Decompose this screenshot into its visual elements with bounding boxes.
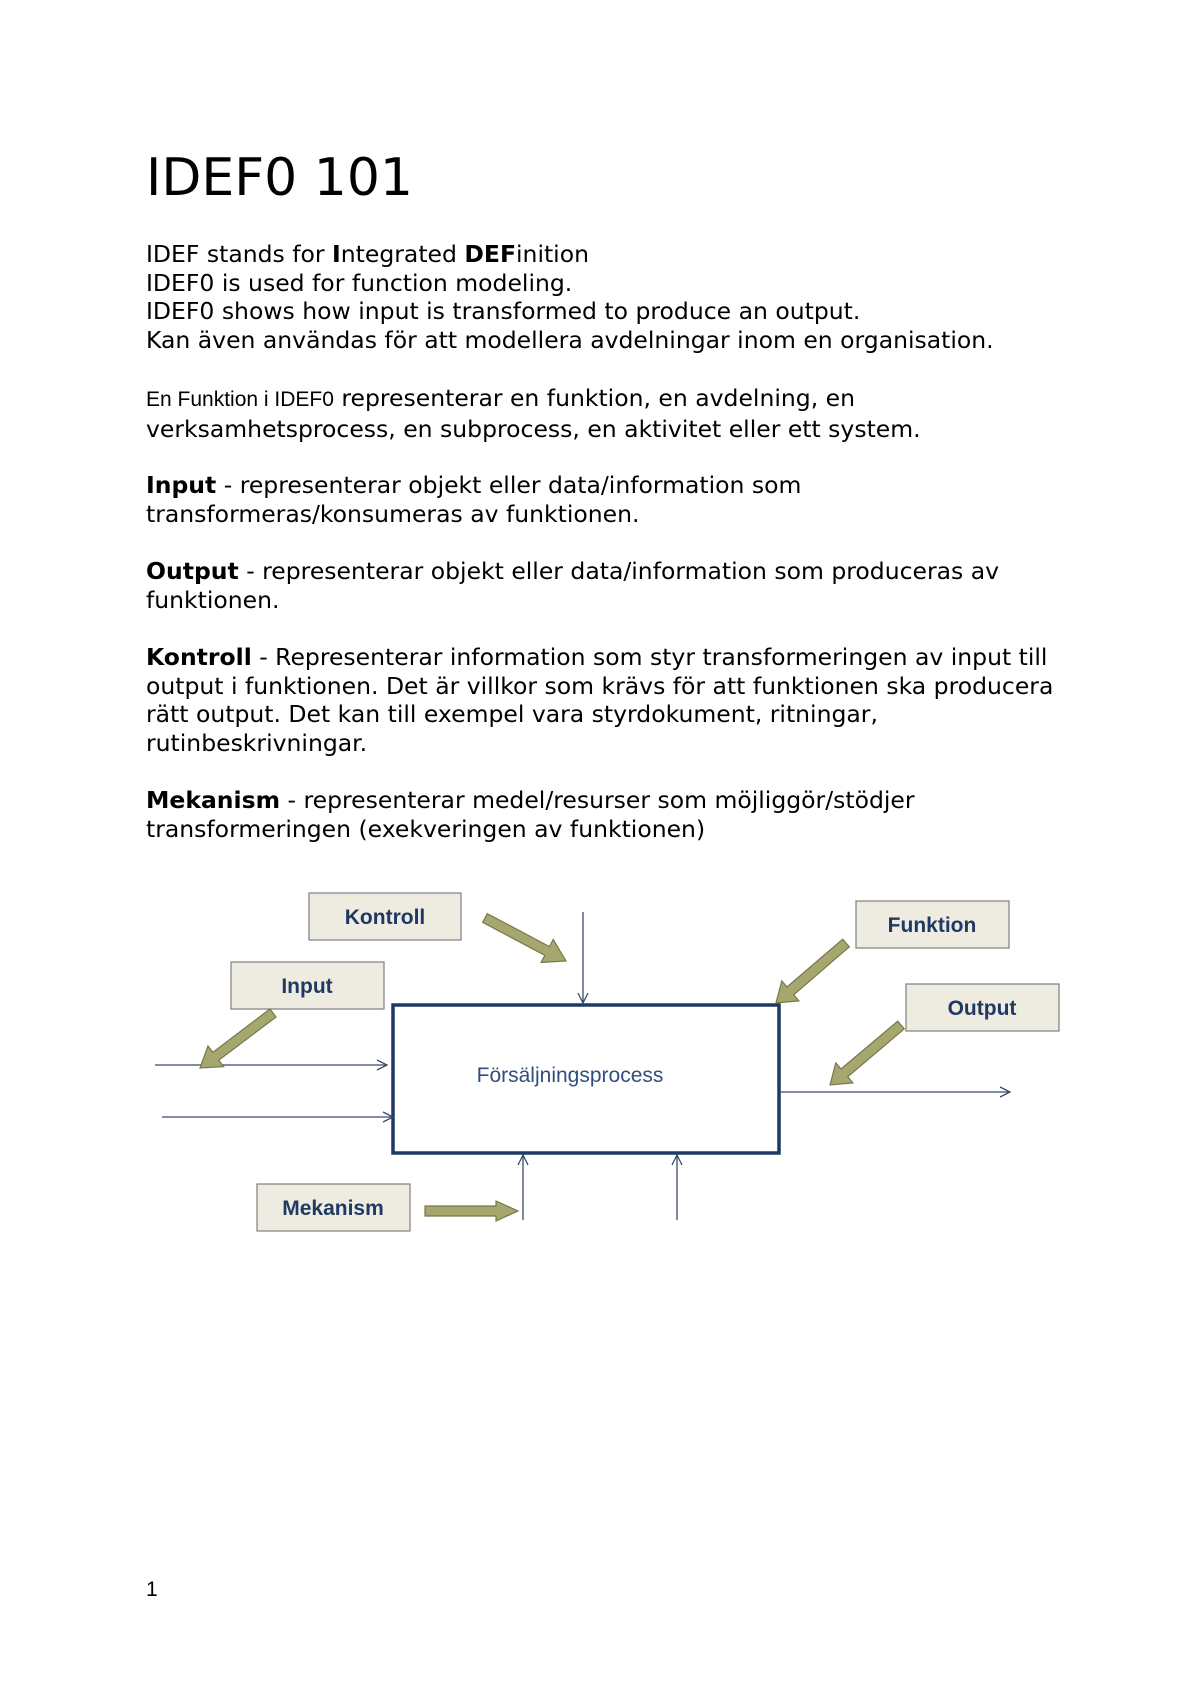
intro-block	[146, 240, 1066, 354]
funktion-callout	[856, 901, 1009, 948]
intro-text: IDEF stands for	[146, 240, 333, 268]
mekanism-term: Mekanism	[146, 786, 281, 814]
intro-line-3: IDEF0 shows how input is transformed to produce an output.	[146, 297, 861, 325]
kontroll-callout	[309, 893, 461, 940]
intro-bold-i: I	[332, 240, 341, 268]
idef0-diagram	[150, 890, 1070, 1240]
term-dash: -	[216, 471, 240, 499]
output-paragraph	[146, 557, 1076, 614]
output-term: Output	[146, 557, 239, 585]
input-callout	[231, 962, 384, 1009]
kontroll-text: Representerar information som styr transformeringen av input till output i funktionen. Det är villkor som krävs för att funktionen ska producera rätt output. Det kan till exempel vara styrdokument, ritningar, rutinbeskrivningar.	[146, 643, 1054, 757]
funktion-text: representerar en funktion, en avdelning, en verksamhetsprocess, en subprocess, en aktivitet eller ett system.	[146, 384, 921, 443]
output-label: Output	[947, 997, 1017, 1020]
mekanism-pointer	[425, 1201, 518, 1221]
funktion-paragraph	[146, 384, 1076, 443]
mekanism-text: representerar medel/resurser som möjliggör/stödjer transformeringen (exekveringen av funktionen)	[146, 786, 915, 843]
output-text: representerar objekt eller data/information som produceras av funktionen.	[146, 557, 1000, 614]
input-text: representerar objekt eller data/information som transformeras/konsumeras av funktionen.	[146, 471, 802, 528]
term-dash: -	[280, 786, 304, 814]
input-pointer	[200, 1009, 276, 1068]
funktion-lead: En Funktion i IDEF0	[146, 388, 334, 411]
input-label: Input	[281, 975, 333, 998]
page-title: IDEF0 101	[146, 148, 414, 208]
intro-text: inition	[516, 240, 589, 268]
kontroll-label: Kontroll	[344, 906, 426, 929]
process-label: Försäljningsprocess	[476, 1064, 664, 1087]
input-term: Input	[146, 471, 217, 499]
page-number: 1	[146, 1578, 158, 1601]
intro-line-1	[146, 240, 1066, 269]
funktion-label: Funktion	[887, 914, 977, 937]
funktion-pointer	[776, 939, 849, 1003]
intro-bold-def: DEF	[464, 240, 517, 268]
intro-line-2: IDEF0 is used for function modeling.	[146, 268, 573, 297]
kontroll-pointer	[483, 914, 566, 963]
output-pointer	[830, 1021, 904, 1085]
kontroll-paragraph	[146, 643, 1076, 757]
mekanism-paragraph	[146, 786, 1076, 843]
mekanism-callout	[257, 1184, 410, 1231]
term-dash: -	[238, 557, 263, 585]
output-callout	[906, 984, 1059, 1031]
intro-line-4: Kan även användas för att modellera avdelningar inom en organisation.	[146, 325, 994, 354]
kontroll-term: Kontroll	[146, 643, 252, 671]
term-dash: -	[251, 643, 276, 671]
mekanism-label: Mekanism	[282, 1197, 384, 1220]
intro-text: ntegrated	[340, 240, 465, 268]
input-paragraph	[146, 471, 1076, 528]
